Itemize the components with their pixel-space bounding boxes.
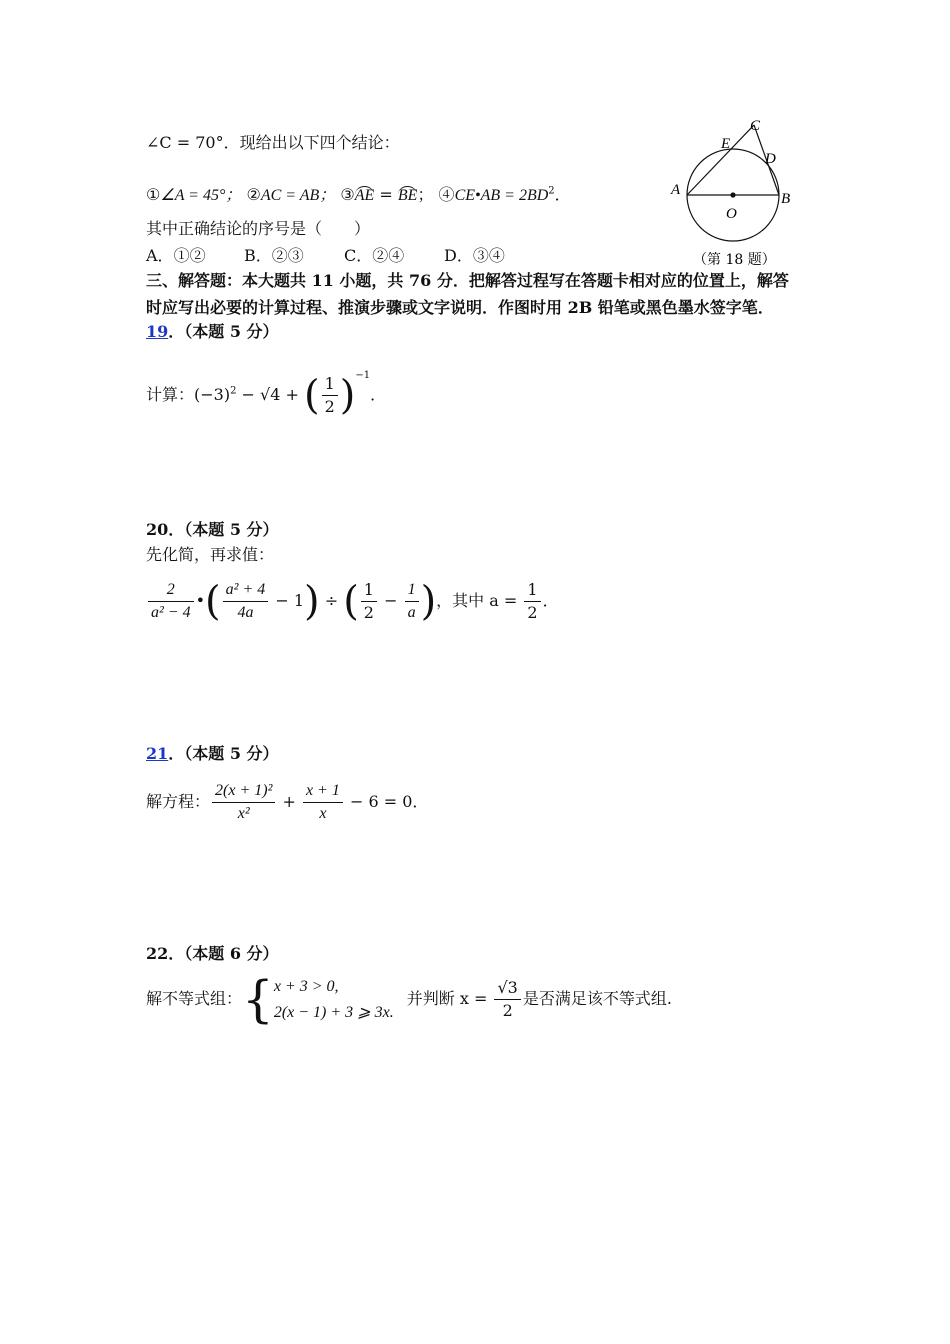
q18-condition-line <box>146 130 400 153</box>
label-o: O <box>726 206 737 222</box>
q21-heading <box>146 741 279 764</box>
q18-semicolon: ； <box>417 185 434 204</box>
q22-heading <box>146 941 279 964</box>
q22-prefix: 解不等式组： <box>146 989 243 1008</box>
q20-rparen1: ) <box>304 578 320 625</box>
q20-expression <box>146 575 559 627</box>
q20-frac5 <box>524 579 540 624</box>
q20-rparen2: ) <box>420 578 437 625</box>
choice-label: D． <box>444 246 473 265</box>
q22-ineq2: 2(x − 1) + 3 ⩾ 3x. <box>273 1003 394 1021</box>
q21-frac2 <box>303 780 343 825</box>
q18-choice-a[interactable] <box>146 243 244 266</box>
q19-exp2: 2 <box>230 385 237 397</box>
frac-den: 2 <box>502 1001 513 1020</box>
q22-ineq1: x + 3 > 0, <box>273 977 339 995</box>
q18-eq: = <box>374 185 398 204</box>
q20-lparen2: ( <box>343 578 359 625</box>
q19-rparen: ) <box>339 372 356 419</box>
q22-number: 22 <box>146 944 169 963</box>
q18-ask: 其中正确结论的序号是（ ） <box>146 219 371 238</box>
q19-heading <box>146 319 279 342</box>
frac-num: a² + 4 <box>223 579 269 602</box>
q20-lparen1: ( <box>205 578 221 625</box>
q18-c3-label: ③ <box>340 185 355 204</box>
q20-frac1 <box>148 579 194 624</box>
q19-number-link[interactable]: 19 <box>146 322 169 341</box>
q20-points: ．（本题 5 分） <box>168 520 279 539</box>
q18-choice-b[interactable] <box>244 243 344 266</box>
q19-prefix: 计算： <box>146 385 195 404</box>
frac-den: x <box>319 805 327 822</box>
label-a: A <box>671 182 681 198</box>
q18-c4-label: ④ <box>438 185 455 204</box>
frac-num: 1 <box>361 579 377 602</box>
frac-den: 2 <box>363 603 374 622</box>
q19-lparen: ( <box>304 372 320 419</box>
q20-frac3 <box>361 579 377 624</box>
q22-brace: { <box>242 970 274 1029</box>
frac-num: 2 <box>148 579 194 602</box>
q18-conclusions <box>146 182 571 205</box>
q22-expression <box>146 970 672 1028</box>
q21-frac1 <box>212 780 275 825</box>
q22-points: ．（本题 6 分） <box>168 944 279 963</box>
q18-figure <box>660 110 810 270</box>
section3-line2: 时应写出必要的计算过程、推演步骤或文字说明．作图时用 2B 铅笔或黑色墨水签字笔． <box>146 298 774 317</box>
q20-end: ． <box>542 591 559 610</box>
q22-judge: 并判断 x = <box>406 989 493 1008</box>
q21-number-link[interactable]: 21 <box>146 744 169 763</box>
choice-label: C． <box>344 246 373 265</box>
q20-div: ÷ <box>319 591 344 610</box>
q21-prefix: 解方程： <box>146 792 211 811</box>
label-c: C <box>750 118 761 134</box>
q22-system <box>274 974 394 1026</box>
q20-number: 20 <box>146 520 169 539</box>
frac-num: x + 1 <box>303 780 343 803</box>
q18-c2-text: AC = AB； <box>260 187 336 204</box>
q21-points: ．（本题 5 分） <box>168 744 279 763</box>
q18-period: ． <box>554 185 571 204</box>
frac-num: 1 <box>524 579 540 602</box>
frac-den: a <box>407 604 416 621</box>
q20-minus: − <box>378 591 403 610</box>
q18-c2-label: ② <box>246 185 261 204</box>
figure-caption: （第 18 题） <box>693 252 776 268</box>
q21-expression <box>146 776 428 828</box>
q18-choice-c[interactable] <box>344 243 444 266</box>
q19-expression <box>146 350 387 419</box>
q20-dot: • <box>195 591 206 610</box>
label-d: D <box>765 151 776 167</box>
choice-value: ①② <box>173 246 206 265</box>
q20-minus1: − 1 <box>270 591 304 610</box>
label-b: B <box>781 191 791 207</box>
center-point-o <box>730 192 735 197</box>
q18-arc-be: BE <box>397 187 418 204</box>
frac-den: a² − 4 <box>151 604 191 621</box>
frac-num: 1 <box>322 373 338 396</box>
choice-label: B． <box>244 246 272 265</box>
q18-arc-ae: AE <box>354 187 375 204</box>
q19-end: ． <box>370 385 387 404</box>
q22-frac <box>494 977 520 1022</box>
q21-plus: + <box>277 792 301 811</box>
q19-exp-neg1: −1 <box>355 370 371 381</box>
choice-value: ②③ <box>271 246 304 265</box>
q20-frac4 <box>405 579 419 624</box>
q21-tail: − 6 = 0． <box>344 792 429 811</box>
q18-c4-square: 2 <box>548 185 555 197</box>
q18-c4-text: CE•AB = 2BD <box>454 187 549 204</box>
section3-line1: 三、解答题：本大题共 11 小题，共 76 分．把解答过程写在答题卡相对应的位置上，解答 <box>146 271 789 290</box>
q20-frac2 <box>223 579 269 624</box>
q18-c1-text: ∠A = 45°； <box>160 187 242 204</box>
q19-points: ．（本题 5 分） <box>168 322 279 341</box>
label-e: E <box>721 136 731 152</box>
q18-choice-d[interactable] <box>444 243 524 266</box>
frac-num: 1 <box>405 579 419 602</box>
choice-label: A． <box>146 246 174 265</box>
q20-where: ，其中 a = <box>436 591 523 610</box>
q19-term-a: (−3) <box>194 385 231 404</box>
frac-den: 2 <box>324 397 335 416</box>
choice-value: ②④ <box>372 246 405 265</box>
frac-den: x² <box>237 805 250 822</box>
q18-c1-label: ① <box>146 185 161 204</box>
q22-tail: 是否满足该不等式组. <box>522 989 672 1008</box>
q20-heading <box>146 517 279 540</box>
q18-choices <box>146 243 546 266</box>
q19-term-b: − √4 + <box>236 385 304 404</box>
choice-value: ③④ <box>472 246 505 265</box>
frac-num: 2(x + 1)² <box>212 780 275 803</box>
frac-den: 4a <box>237 604 254 621</box>
q18-condition-text: ∠C = 70°．现给出以下四个结论： <box>146 133 400 152</box>
q19-frac <box>322 373 338 418</box>
frac-den: 2 <box>527 603 538 622</box>
frac-num: √3 <box>494 977 520 1000</box>
q20-instruction: 先化简，再求值： <box>146 545 275 564</box>
